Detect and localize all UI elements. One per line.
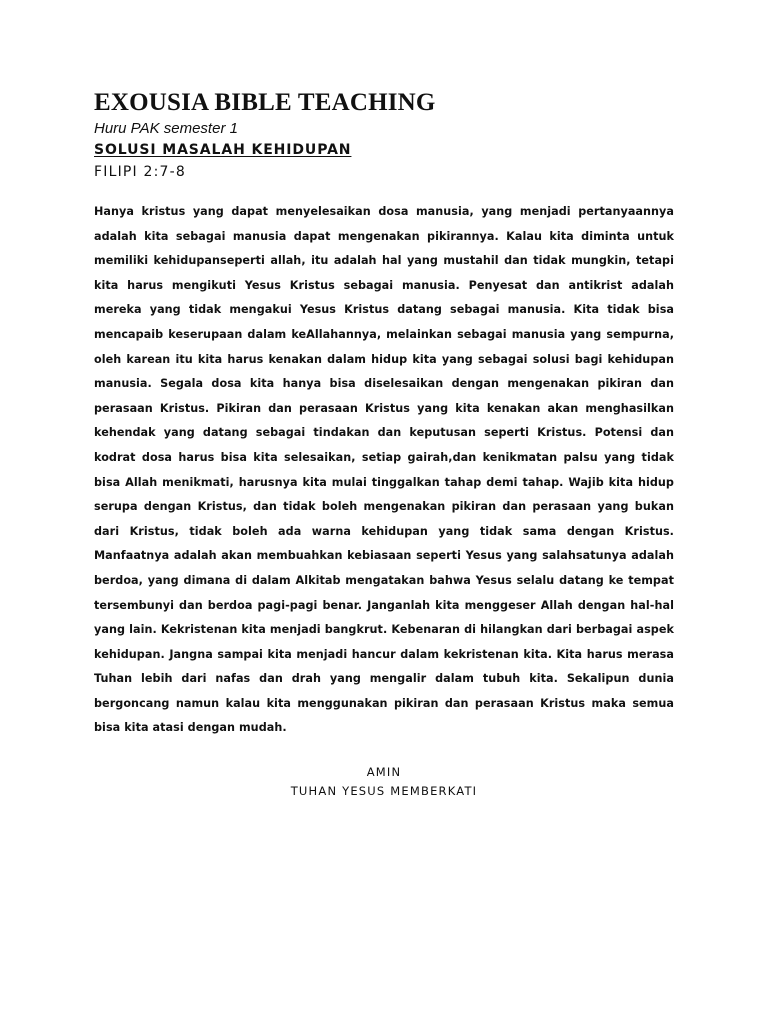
document-title: EXOUSIA BIBLE TEACHING [94, 89, 436, 116]
document-subtitle: Huru PAK semester 1 [94, 120, 238, 137]
document-page [94, 88, 674, 801]
scripture-reference: FILIPI 2:7-8 [94, 164, 187, 180]
closing-blessing: TUHAN YESUS MEMBERKATI [290, 784, 478, 799]
closing-amin: AMIN [366, 765, 402, 780]
topic-heading: SOLUSI MASALAH KEHIDUPAN [94, 142, 352, 158]
closing-block [94, 763, 674, 801]
body-paragraph: Hanya kristus yang dapat menyelesaikan dosa manusia, yang menjadi pertanyaannya adalah kita sebagai manusia dapat mengenakan pikirannya. Kalau kita diminta untuk memiliki kehidupanseperti allah, itu adalah hal yang mustahil dan tidak mungkin, tetapi kita harus mengikuti Yesus Kristus sebagai manusia. Penyesat dan antikrist adalah mereka yang tidak mengakui Yesus Kristus datang sebagai manusia. Kita tidak bisa mencapaib keserupaan dalam keAllahannya, melainkan sebagai manusia yang sempurna, oleh karean itu kita harus kenakan dalam hidup kita yang sebagai solusi bagi kehidupan manusia. Segala dosa kita hanya bisa diselesaikan dengan mengenakan pikiran dan perasaan Kristus. Pikiran dan perasaan Kristus yang kita kenakan akan menghasilkan kehendak yang datang sebagai tindakan dan keputusan seperti Kristus. Potensi dan kodrat dosa harus bisa kita selesaikan, setiap gairah,dan kenikmatan palsu yang tidak bisa Allah menikmati, harusnya kita mulai tinggalkan tahap demi tahap. Wajib kita hidup serupa dengan Kristus, dan tidak boleh mengenakan pikiran dan perasaan yang bukan dari Kristus, tidak boleh ada warna kehidupan yang tidak sama dengan Kristus. Manfaatnya adalah akan membuahkan kebiasaan seperti Yesus yang salahsatunya adalah berdoa, yang dimana di dalam Alkitab mengatakan bahwa Yesus selalu datang ke tempat tersembunyi dan berdoa pagi-pagi benar. Janganlah kita menggeser Allah dengan hal-hal yang lain. Kekristenan kita menjadi bangkrut. Kebenaran di hilangkan dari berbagai aspek kehidupan. Jangna sampai kita menjadi hancur dalam kekristenan kita. Kita harus merasa Tuhan lebih dari nafas dan drah yang mengalir dalam tubuh kita. Sekalipun dunia bergoncang namun kalau kita menggunakan pikiran dan perasaan Kristus maka semua bisa kita atasi dengan mudah. [94, 205, 674, 735]
